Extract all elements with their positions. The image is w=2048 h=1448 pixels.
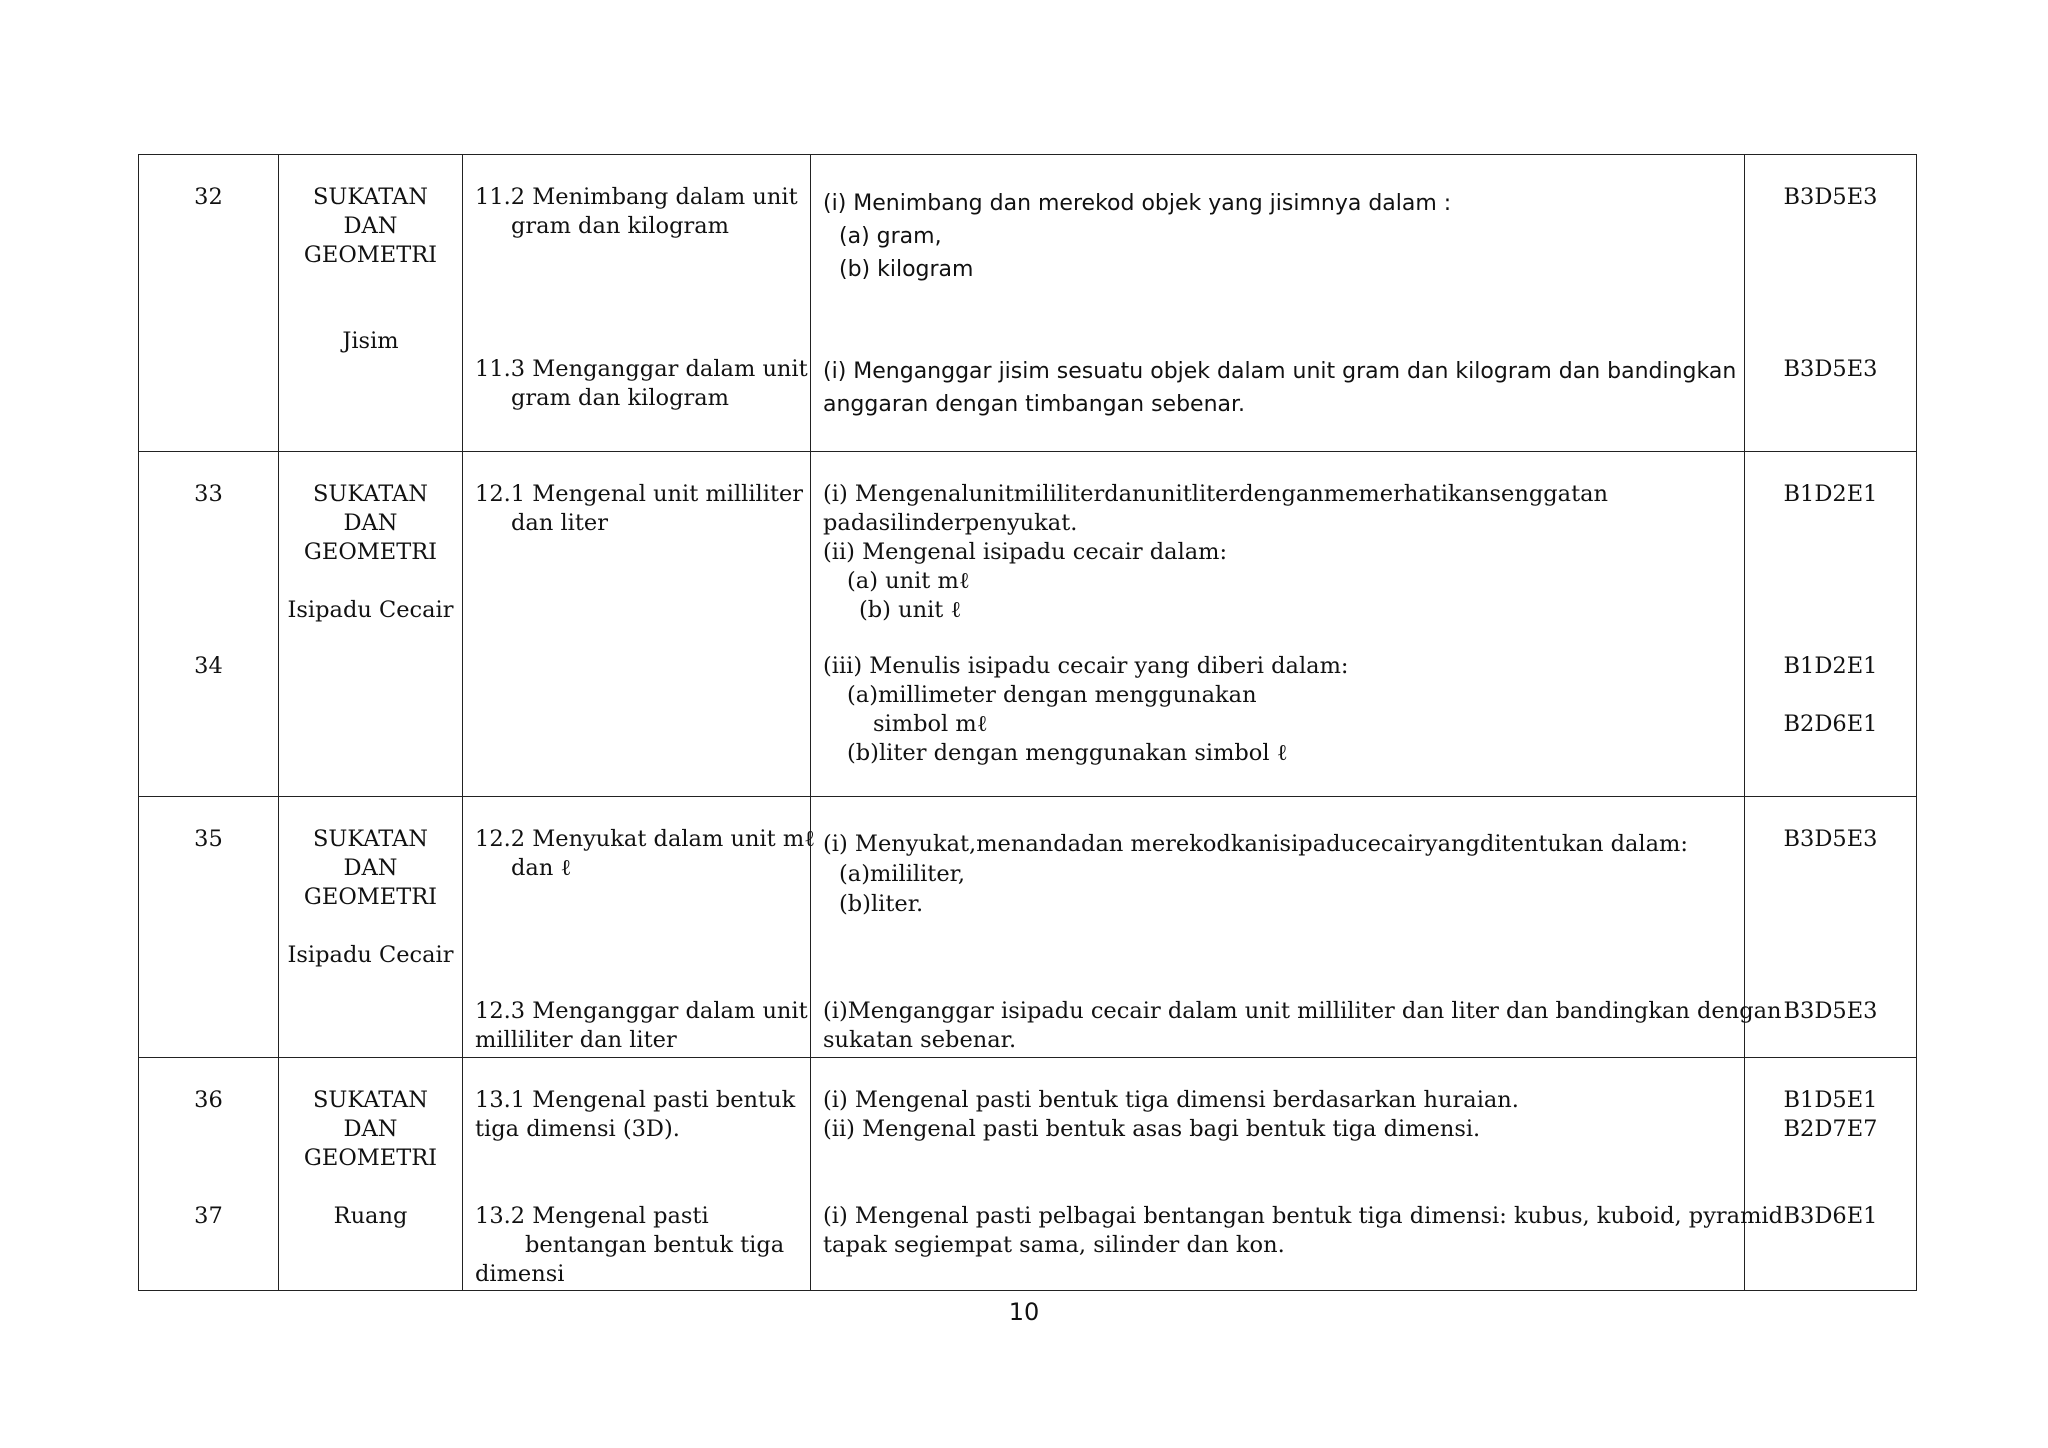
assessment-code: B1D5E1 [1783,1087,1878,1113]
assessment-code: B2D7E7 [1783,1116,1878,1142]
topic-line: DAN [343,213,398,239]
code-cell [1745,797,1917,1058]
objective-subitem: simbol mℓ [873,711,988,737]
code-cell [1745,1058,1917,1291]
standard-cell [463,797,815,1058]
objective-subitem: (b)liter. [839,891,924,917]
table-row [139,452,1917,797]
objective-line: (i) Menyukat,menandadan merekodkanisipaducecairyangditentukan dalam: [823,831,1688,857]
page-number: 10 [1008,1298,1040,1326]
topic-line: GEOMETRI [303,242,438,268]
objective-line: tapak segiempat sama, silinder dan kon. [823,1232,1285,1258]
topic-cell [279,1058,463,1291]
assessment-code: B2D6E1 [1783,711,1878,737]
standard-title-cont: gram dan kilogram [511,385,730,411]
standard-title-cont: dimensi [475,1261,565,1287]
topic-line: DAN [343,510,398,536]
subtopic-label: Ruang [333,1203,408,1229]
assessment-code: B3D5E3 [1783,826,1878,852]
week-number: 35 [194,826,223,852]
objective-subitem: (a) unit mℓ [847,568,970,594]
week-number: 34 [194,653,223,679]
week-cell [139,155,279,452]
standard-title-cont: gram dan kilogram [511,213,730,239]
objective-line: padasilinderpenyukat. [823,510,1078,536]
assessment-code: B1D2E1 [1783,481,1878,507]
objective-subitem: (b) kilogram [839,257,974,282]
week-number: 32 [194,184,223,210]
objective-cell [811,797,1782,1058]
week-number: 33 [194,481,223,507]
code-cell [1745,452,1917,797]
standard-title-cont: dan liter [511,510,608,536]
subtopic-label: Isipadu Cecair [287,597,454,623]
objective-line: (ii) Mengenal pasti bentuk asas bagi bentuk tiga dimensi. [823,1116,1481,1142]
week-cell [139,1058,279,1291]
topic-cell [279,797,463,1058]
subtopic-label: Isipadu Cecair [287,942,454,968]
standard-title-cont: tiga dimensi (3D). [475,1116,680,1142]
objective-line: (i) Menganggar jisim sesuatu objek dalam unit gram dan kilogram dan bandingkan [823,359,1737,384]
objective-line: (i)Menganggar isipadu cecair dalam unit milliliter dan liter dan bandingkan dengan [823,998,1782,1024]
objective-subitem: (a)millimeter dengan menggunakan [847,682,1257,708]
standard-cell [463,155,811,452]
topic-line: DAN [343,1116,398,1142]
standard-title-cont: bentangan bentuk tiga [525,1232,785,1258]
objective-cell [811,155,1745,452]
code-cell [1745,155,1917,452]
standard-title: 12.1 Mengenal unit milliliter [475,481,804,507]
topic-cell [279,452,463,797]
objective-line: anggaran dengan timbangan sebenar. [823,392,1246,417]
topic-line: DAN [343,855,398,881]
standard-cell [463,452,811,797]
standard-title: 11.3 Menganggar dalam unit [475,356,808,382]
standard-title: 13.1 Mengenal pasti bentuk [475,1087,796,1113]
week-number: 36 [194,1087,223,1113]
subtopic-label: Jisim [342,328,399,354]
topic-line: SUKATAN [312,481,428,507]
week-number: 37 [194,1203,223,1229]
objective-cell [811,452,1745,797]
objective-subitem: (b)liter dengan menggunakan simbol ℓ [847,740,1288,766]
assessment-code: B3D6E1 [1783,1203,1878,1229]
week-cell [139,452,279,797]
standard-title: 12.2 Menyukat dalam unit mℓ [475,826,815,852]
assessment-code: B1D2E1 [1783,653,1878,679]
objective-subitem: (a) gram, [839,224,942,249]
objective-cell [811,1058,1784,1291]
standard-title: 12.3 Menganggar dalam unit [475,998,808,1024]
table-row [139,155,1917,452]
topic-cell [279,155,463,452]
objective-line: sukatan sebenar. [823,1027,1017,1053]
standard-title: 11.2 Menimbang dalam unit [475,184,798,210]
objective-line: (i) Mengenal pasti bentuk tiga dimensi berdasarkan huraian. [823,1087,1519,1113]
table-row [139,797,1917,1058]
standard-title-cont: milliliter dan liter [475,1027,677,1053]
assessment-code: B3D5E3 [1783,184,1878,210]
topic-line: GEOMETRI [303,539,438,565]
objective-subitem: (b) unit ℓ [859,597,962,623]
objective-line: (i) Menimbang dan merekod objek yang jisimnya dalam : [823,191,1452,216]
objective-subitem: (a)mililiter, [839,861,966,887]
table-row [139,1058,1917,1291]
topic-line: GEOMETRI [303,884,438,910]
topic-line: SUKATAN [312,184,428,210]
lesson-plan-table [138,154,1917,1291]
week-cell [139,797,279,1058]
objective-line: (i) Mengenal pasti pelbagai bentangan bentuk tiga dimensi: kubus, kuboid, pyramid [823,1203,1784,1229]
topic-line: GEOMETRI [303,1145,438,1171]
standard-title-cont: dan ℓ [511,855,572,881]
topic-line: SUKATAN [312,826,428,852]
objective-line: (i) Mengenalunitmililiterdanunitliterdenganmemerhatikansenggatan [823,481,1609,507]
assessment-code: B3D5E3 [1783,998,1878,1024]
standard-cell [463,1058,811,1291]
standard-title: 13.2 Mengenal pasti [475,1203,709,1229]
objective-line: (ii) Mengenal isipadu cecair dalam: [823,539,1228,565]
objective-line: (iii) Menulis isipadu cecair yang diberi dalam: [823,653,1349,679]
topic-line: SUKATAN [312,1087,428,1113]
assessment-code: B3D5E3 [1783,356,1878,382]
